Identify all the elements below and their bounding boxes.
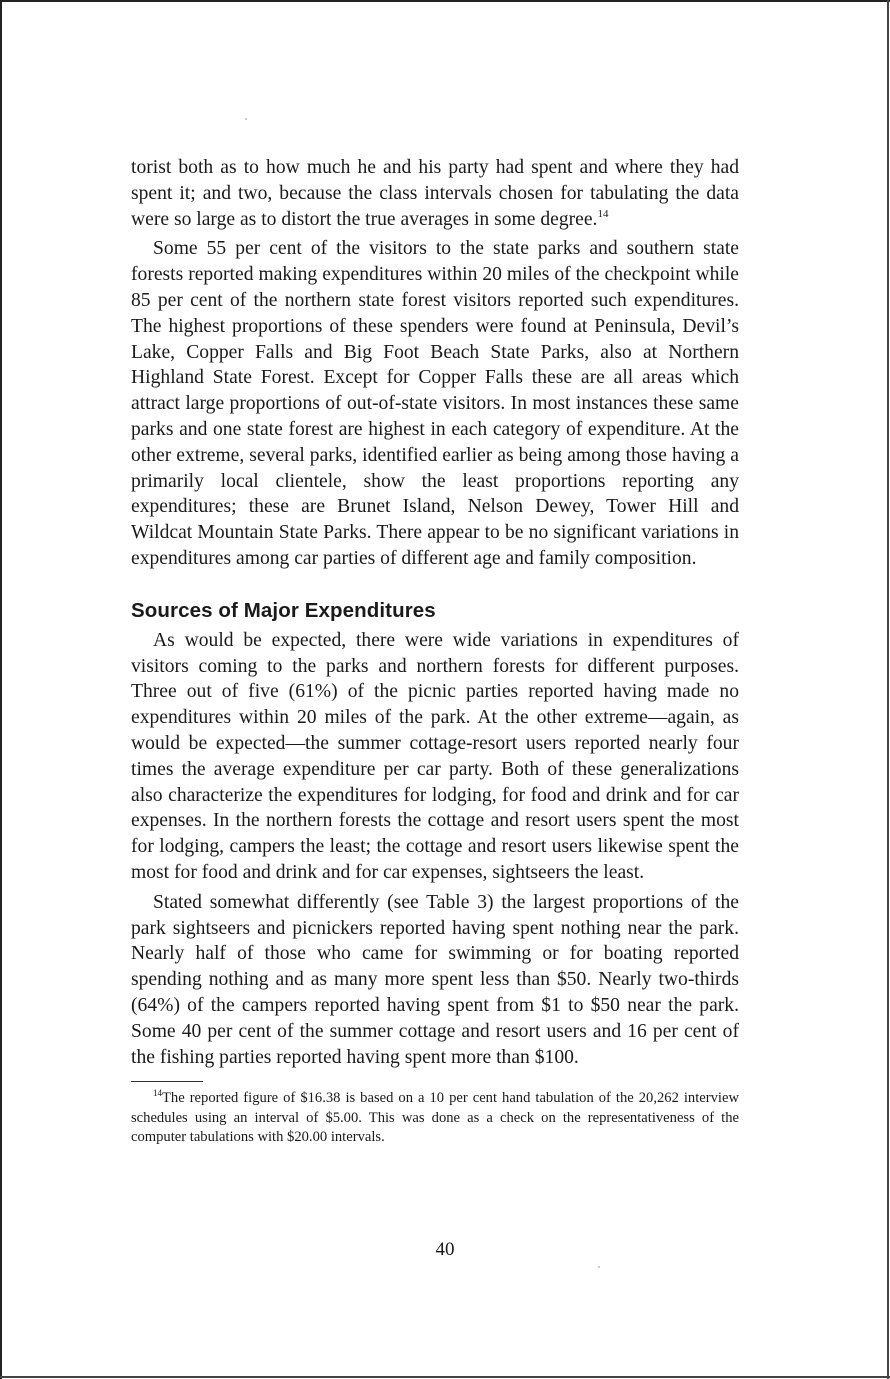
section-heading: Sources of Major Expenditures xyxy=(131,598,436,622)
scan-speck xyxy=(245,118,247,120)
page-body xyxy=(131,155,739,1148)
paragraph-continued xyxy=(131,155,739,232)
paragraph-expenditure-proportions: Some 55 per cent of the visitors to the state parks and southern state forests reported making expenditures within 20 miles of the checkpoint while 85 per cent of the northern state forest visitors reported such expenditures. The highest proportions of these spenders were found at Peninsula, Devil’s Lake, Copper Falls and Big Foot Beach State Parks, also at Northern Highland State Forest. Except for Copper Falls these are all areas which attract large proportions of out-of-state visitors. In most instances these same parks and one state forest are highest in each category of expenditure. At the other extreme, several parks, identified earlier as being among those having a primarily local clientele, show the least proportions reporting any expenditures; these are Brunet Island, Nelson Dewey, Tower Hill and Wildcat Mountain State Parks. There appear to be no significant variations in expenditures among car parties of different age and family composition. xyxy=(131,238,739,569)
page-border-top xyxy=(0,0,890,2)
footnote-reference: 14 xyxy=(597,207,609,220)
paragraph-table-3-summary: Stated somewhat differently (see Table 3) the largest proportions of the park sightseers and picnickers reported having spent nothing near the park. Nearly half of those who came for swimming or for boating reported spending nothing and as many more spent less than $50. Nearly two-thirds (64%) of the campers reported having spent from $1 to $50 near the park. Some 40 per cent of the summer cottage and resort users and 16 per cent of the fishing parties reported having spent more than $100. xyxy=(131,891,739,1068)
paragraph-variations: As would be expected, there were wide variations in expenditures of visitors coming to the parks and northern forests for different purposes. Three out of five (61%) of the picnic parties reported having made no expenditures within 20 miles of the park. At the other extreme—again, as would be expected—the summer cottage-resort users reported nearly four times the average expenditure per car party. Both of these generalizations also characterize the expenditures for lodging, for food and drink and for car expenses. In the northern forests the cottage and resort users spent the most for lodging, campers the least; the cottage and resort users likewise spent the most for food and drink and for car expenses, sightseers the least. xyxy=(131,629,739,883)
page-border-right xyxy=(887,0,889,1379)
footnote-divider xyxy=(131,1081,203,1082)
footnote-mark: 14 xyxy=(153,1088,162,1099)
page-number: 40 xyxy=(435,1239,455,1260)
page-border-bottom xyxy=(0,1376,890,1378)
paragraph-text: torist both as to how much he and his party had spent and where they had spent it; and two, because the class intervals chosen for tabulating the data were so large as to distort the true averages in some degree. xyxy=(131,157,739,230)
footnote xyxy=(131,1089,739,1147)
scan-speck xyxy=(598,1266,600,1268)
page-border-left xyxy=(0,0,2,1379)
footnote-text: The reported figure of $16.38 is based on a 10 per cent hand tabulation of the 20,262 interview schedules using an interval of $5.00. This was done as a check on the representativeness of the computer tabulations with $20.00 intervals. xyxy=(131,1090,739,1146)
